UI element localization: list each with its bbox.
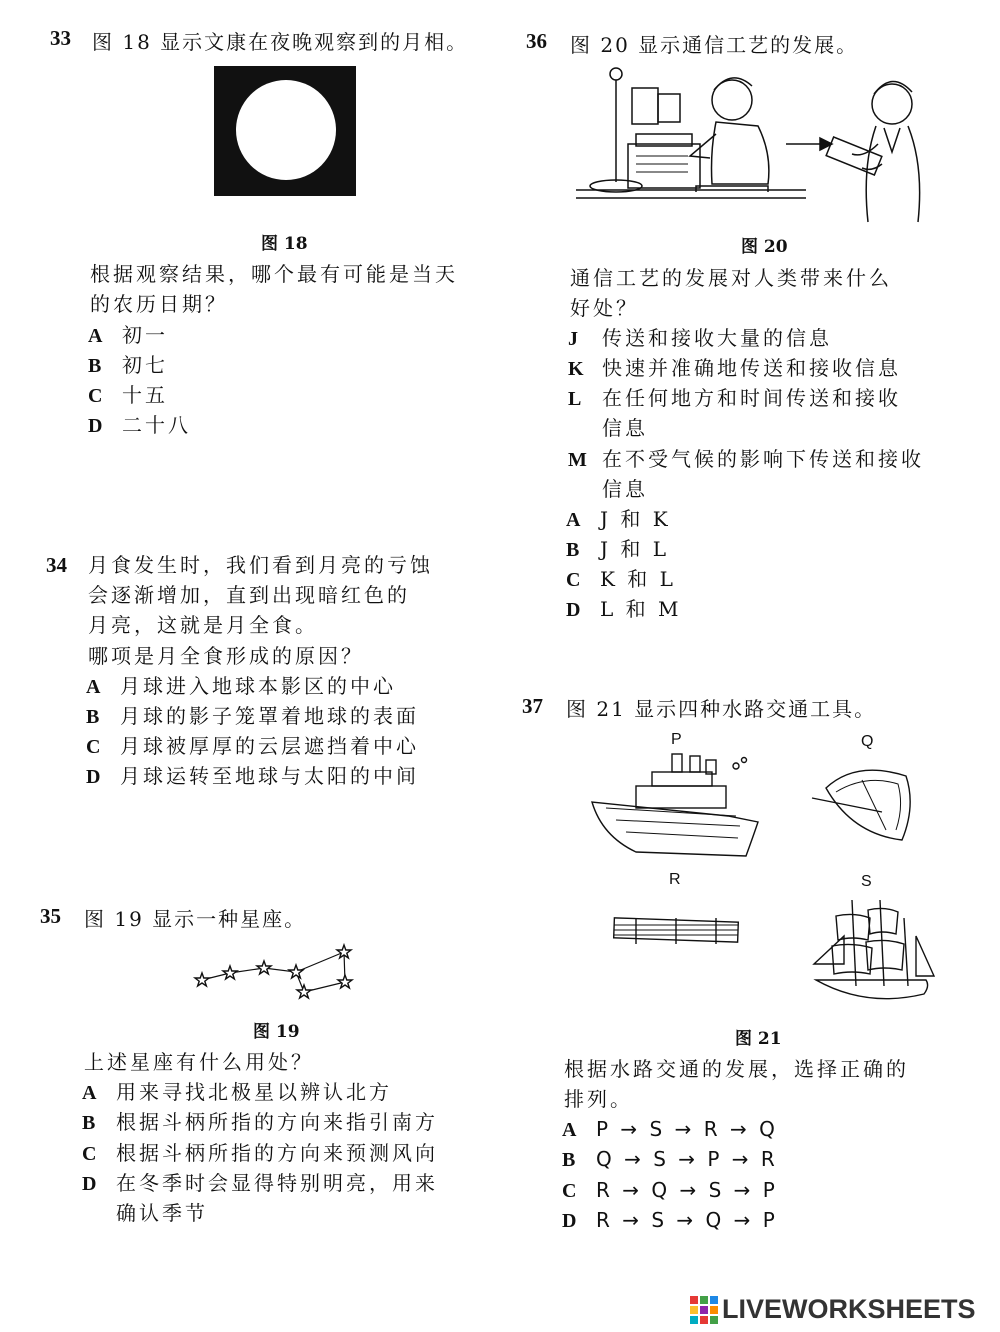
- q35-question: 上述星座有什么用处？: [84, 1050, 314, 1074]
- q35-number: 35: [40, 904, 61, 928]
- q37-question-line-2: 排列。: [564, 1087, 633, 1111]
- option-letter: C: [82, 1143, 97, 1165]
- option-text: 二十八: [122, 413, 191, 437]
- logo-icon: [690, 1296, 718, 1324]
- liveworksheets-logo: [690, 1294, 990, 1326]
- option-letter: D: [82, 1173, 97, 1195]
- option-text: R → S → Q → P: [596, 1208, 778, 1232]
- q35-option-a[interactable]: [82, 1077, 392, 1108]
- statement-text: 在不受气候的影响下传送和接收: [602, 447, 924, 471]
- option-letter: A: [566, 509, 581, 531]
- star-icon: [338, 975, 352, 988]
- option-letter: C: [562, 1180, 577, 1202]
- statement-letter: J: [568, 328, 578, 350]
- option-letter: B: [82, 1112, 96, 1134]
- label-r: R: [669, 871, 681, 888]
- q36-question-line-2: 好处？: [570, 296, 639, 320]
- option-text: 在冬季时会显得特别明亮，用来: [116, 1171, 438, 1195]
- star-icon: [297, 985, 311, 998]
- q37-question-line-1: 根据水路交通的发展，选择正确的: [564, 1057, 909, 1081]
- q34-option-a[interactable]: [86, 671, 396, 702]
- big-dipper-figure: [190, 940, 360, 1002]
- option-text: 月球被厚厚的云层遮挡着中心: [120, 734, 419, 758]
- q35-option-d-continued: 确认季节: [116, 1201, 208, 1225]
- option-text: 月球的影子笼罩着地球的表面: [120, 704, 419, 728]
- statement-letter: M: [568, 449, 587, 471]
- option-letter: A: [86, 676, 101, 698]
- option-text: J 和 K: [600, 507, 671, 531]
- q36-option-b[interactable]: [566, 534, 669, 565]
- q37-figure-caption: 图 21: [735, 1029, 782, 1049]
- sailing-ship-icon: [814, 900, 934, 999]
- moon-phase-figure: [214, 66, 356, 196]
- q37-option-c[interactable]: [562, 1175, 778, 1206]
- q35-stem: 图 19 显示一种星座。: [84, 907, 307, 931]
- option-text: 初七: [122, 353, 168, 377]
- q35-option-d[interactable]: [82, 1168, 438, 1199]
- option-letter: D: [566, 599, 581, 621]
- q34-number: 34: [46, 553, 67, 577]
- q37-number: 37: [522, 694, 543, 718]
- q36-option-a[interactable]: [566, 504, 671, 535]
- q33-option-b[interactable]: [88, 350, 168, 381]
- q33-number: 33: [50, 26, 71, 50]
- statement-text: 传送和接收大量的信息: [602, 326, 832, 350]
- option-text: J 和 L: [600, 537, 670, 561]
- option-text: R → Q → S → P: [596, 1178, 778, 1202]
- q35-figure-caption: 图 19: [253, 1022, 300, 1042]
- cruise-ship-icon: [592, 754, 758, 856]
- q33-option-d[interactable]: [88, 410, 191, 441]
- option-letter: B: [86, 706, 100, 728]
- option-letter: A: [82, 1082, 97, 1104]
- q36-statement-k: [568, 353, 901, 384]
- option-text: 月球运转至地球与太阳的中间: [120, 764, 419, 788]
- option-text: K 和 L: [600, 567, 676, 591]
- q34-stem-line-1: 月食发生时，我们看到月亮的亏蚀: [88, 553, 433, 577]
- q36-option-c[interactable]: [566, 564, 676, 595]
- option-text: 根据斗柄所指的方向来指引南方: [116, 1110, 438, 1134]
- option-text: 月球进入地球本影区的中心: [120, 674, 396, 698]
- full-moon-icon: [236, 80, 336, 180]
- star-icon: [195, 973, 209, 986]
- option-letter: B: [88, 355, 102, 377]
- q36-number: 36: [526, 29, 547, 53]
- water-transport-figure: [586, 750, 952, 1022]
- option-text: 十五: [122, 383, 168, 407]
- q33-option-c[interactable]: [88, 380, 168, 411]
- option-letter: B: [566, 539, 580, 561]
- q36-statement-l-line-2: 信息: [602, 416, 648, 440]
- label-s: S: [861, 873, 872, 890]
- option-letter: A: [562, 1119, 577, 1141]
- statement-letter: L: [568, 388, 582, 410]
- option-letter: A: [88, 325, 103, 347]
- q33-figure-caption: 图 18: [261, 234, 308, 254]
- label-p: P: [671, 731, 682, 748]
- q33-question-line-2: 的农历日期？: [90, 292, 228, 316]
- q37-option-b[interactable]: [562, 1144, 778, 1175]
- option-text: 根据斗柄所指的方向来预测风向: [116, 1141, 438, 1165]
- statement-letter: K: [568, 358, 584, 380]
- option-text: Q → S → P → R: [596, 1147, 778, 1171]
- option-letter: D: [88, 415, 103, 437]
- option-letter: C: [86, 736, 101, 758]
- q36-statement-l: [568, 383, 901, 414]
- q36-question-line-1: 通信工艺的发展对人类带来什么: [570, 266, 892, 290]
- q34-option-d[interactable]: [86, 761, 419, 792]
- q36-statement-m-line-2: 信息: [602, 477, 648, 501]
- raft-icon: [614, 918, 739, 944]
- q34-option-b[interactable]: [86, 701, 419, 732]
- q33-option-a[interactable]: [88, 320, 168, 351]
- q34-stem-line-2: 会逐渐增加，直到出现暗红色的: [88, 583, 410, 607]
- option-text: L 和 M: [600, 597, 682, 621]
- star-icon: [257, 961, 271, 974]
- q37-option-d[interactable]: [562, 1205, 778, 1236]
- q36-statement-j: [568, 323, 832, 354]
- q37-stem: 图 21 显示四种水路交通工具。: [566, 697, 877, 721]
- label-q: Q: [861, 733, 874, 750]
- option-text: 用来寻找北极星以辨认北方: [116, 1080, 392, 1104]
- q36-statement-m: [568, 444, 924, 475]
- watermark-text: LIVEWORKSHEETS: [722, 1294, 976, 1324]
- statement-text: 在任何地方和时间传送和接收: [602, 386, 901, 410]
- q34-option-c[interactable]: [86, 731, 419, 762]
- q33-stem: 图 18 显示文康在夜晚观察到的月相。: [92, 30, 469, 54]
- option-letter: C: [88, 385, 103, 407]
- q34-stem-line-3: 月亮，这就是月全食。: [88, 613, 318, 637]
- q36-figure-caption: 图 20: [741, 237, 788, 257]
- q37-option-a[interactable]: [562, 1114, 778, 1145]
- star-icon: [289, 965, 303, 978]
- option-letter: C: [566, 569, 581, 591]
- option-text: 初一: [122, 323, 168, 347]
- option-letter: D: [86, 766, 101, 788]
- rowing-boat-icon: [812, 770, 910, 840]
- q35-option-b[interactable]: [82, 1107, 438, 1138]
- communication-figure: [566, 64, 956, 224]
- q33-question-line-1: 根据观察结果，哪个最有可能是当天: [90, 262, 458, 286]
- option-letter: B: [562, 1149, 576, 1171]
- option-letter: D: [562, 1210, 577, 1232]
- q35-option-c[interactable]: [82, 1138, 438, 1169]
- q36-stem: 图 20 显示通信工艺的发展。: [570, 33, 859, 57]
- option-text: P → S → R → Q: [596, 1117, 778, 1141]
- q36-option-d[interactable]: [566, 594, 681, 625]
- star-icon: [223, 966, 237, 979]
- q34-stem-line-4: 哪项是月全食形成的原因？: [88, 644, 364, 668]
- statement-text: 快速并准确地传送和接收信息: [602, 356, 901, 380]
- star-icons: [195, 945, 352, 998]
